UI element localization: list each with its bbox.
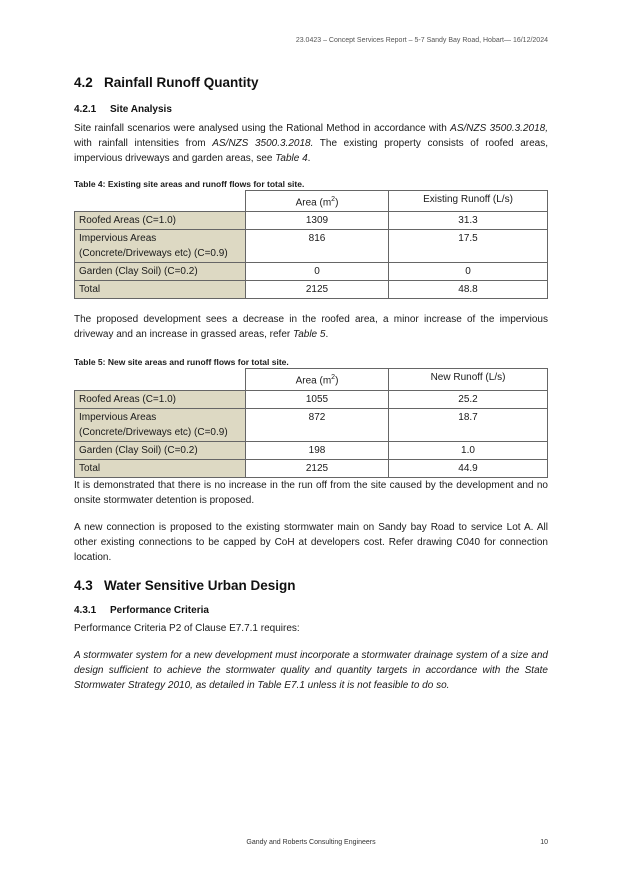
page-number: 10: [540, 839, 548, 846]
site-analysis-paragraph: [74, 121, 548, 166]
runoff-cell: 44.9: [389, 459, 548, 477]
table-reference: Table 4: [275, 153, 308, 164]
table-4: [74, 190, 548, 299]
standard-reference: AS/NZS 3500.3.2018,: [450, 123, 548, 134]
table-row: [75, 441, 548, 459]
table-row: [75, 390, 548, 408]
text-run: .: [307, 153, 311, 164]
row-label: Total: [75, 281, 246, 299]
runoff-column-header: Existing Runoff (L/s): [389, 191, 548, 212]
text-run: .: [325, 329, 329, 341]
blank-header-cell: [75, 191, 246, 212]
area-cell: 2125: [246, 459, 389, 477]
runoff-cell: 25.2: [389, 390, 548, 408]
text-run: with rainfall intensities from: [74, 138, 213, 149]
performance-criteria-quote: A stormwater system for a new development must incorporate a stormwater drainage system of a size and design sufficient to achieve the stormwater quality and quantity targets in accordance with the State Stormwater Strategy 2010, as detailed in Table E7.1 unless it is not feasible to do so.: [74, 649, 548, 691]
heading-number: 4.3: [74, 577, 93, 593]
heading-number: 4.3.1: [74, 604, 97, 616]
table-4-caption: Table 4: Existing site areas and runoff flows for total site.: [74, 179, 305, 189]
header-text: ): [335, 197, 339, 209]
footer-company: Gandy and Roberts Consulting Engineers: [246, 839, 376, 846]
page-header: 23.0423 – Concept Services Report – 5-7 Sandy Bay Road, Hobart— 16/12/2024: [295, 37, 548, 44]
proposed-development-paragraph: [74, 312, 548, 342]
area-cell: 2125: [246, 281, 389, 299]
table-row: [75, 263, 548, 281]
standard-reference: AS/NZS 3500.3.2018.: [212, 138, 314, 149]
superscript: 2: [331, 374, 336, 382]
area-column-header: [246, 191, 389, 212]
new-connection-paragraph: A new connection is proposed to the existing stormwater main on Sandy bay Road to service Lot A. All other existing connections to be capped by CoH at developers cost. Refer drawing C040 for connection location.: [74, 521, 548, 563]
heading-number: 4.2: [74, 75, 93, 90]
area-cell: 0: [246, 263, 389, 281]
area-cell: 872: [246, 408, 389, 441]
runoff-column-header: New Runoff (L/s): [389, 369, 548, 390]
blank-header-cell: [75, 369, 246, 390]
superscript: 2: [331, 196, 336, 203]
row-label: Impervious Areas (Concrete/Driveways etc) (C=0.9): [75, 230, 246, 263]
heading-title: Site Analysis: [110, 104, 172, 115]
header-text: Area (m: [295, 375, 332, 387]
runoff-cell: 1.0: [389, 441, 548, 459]
area-cell: 1055: [246, 390, 389, 408]
table-header-row: [75, 191, 548, 212]
row-label: Roofed Areas (C=1.0): [75, 212, 246, 230]
table-row: [75, 230, 548, 263]
performance-criteria-intro: Performance Criteria P2 of Clause E7.7.1 requires:: [74, 622, 300, 634]
row-label: Garden (Clay Soil) (C=0.2): [75, 441, 246, 459]
runoff-cell: 31.3: [389, 212, 548, 230]
area-cell: 816: [246, 230, 389, 263]
heading-4-2-1: [74, 104, 548, 115]
area-cell: 198: [246, 441, 389, 459]
runoff-cell: 18.7: [389, 408, 548, 441]
table-header-row: [75, 369, 548, 390]
header-text: Area (m: [295, 197, 332, 209]
row-label: Roofed Areas (C=1.0): [75, 390, 246, 408]
table-5: [74, 368, 548, 477]
heading-title: Performance Criteria: [110, 604, 209, 616]
text-run: The proposed development sees a decrease in the roofed area, a minor increase of the impervious driveway and an increase in grassed areas, refer: [74, 314, 548, 341]
table-5-caption: Table 5: New site areas and runoff flows for total site.: [74, 357, 289, 368]
row-label: Garden (Clay Soil) (C=0.2): [75, 263, 246, 281]
table-row: [75, 281, 548, 299]
heading-4-3-1: [74, 605, 548, 616]
text-run: The existing property consists of roofed areas, impervious driveways and garden areas, see: [74, 138, 548, 164]
runoff-cell: 48.8: [389, 281, 548, 299]
heading-4-3: [74, 578, 548, 593]
heading-title: Rainfall Runoff Quantity: [104, 75, 259, 90]
no-increase-paragraph: It is demonstrated that there is no increase in the run off from the site caused by the development and no onsite stormwater detention is proposed.: [74, 479, 548, 506]
heading-title: Water Sensitive Urban Design: [104, 577, 296, 593]
runoff-cell: 0: [389, 263, 548, 281]
report-content: [74, 72, 548, 693]
heading-4-2: [74, 75, 548, 90]
text-run: Site rainfall scenarios were analysed using the Rational Method in accordance with: [74, 123, 451, 134]
runoff-cell: 17.5: [389, 230, 548, 263]
table-row: [75, 212, 548, 230]
table-reference: Table 5: [293, 329, 326, 341]
header-text: ): [335, 375, 339, 387]
heading-number: 4.2.1: [74, 104, 97, 115]
table-row: [75, 459, 548, 477]
row-label: Total: [75, 459, 246, 477]
row-label: Impervious Areas (Concrete/Driveways etc) (C=0.9): [75, 408, 246, 441]
area-column-header: [246, 369, 389, 390]
table-row: [75, 408, 548, 441]
area-cell: 1309: [246, 212, 389, 230]
